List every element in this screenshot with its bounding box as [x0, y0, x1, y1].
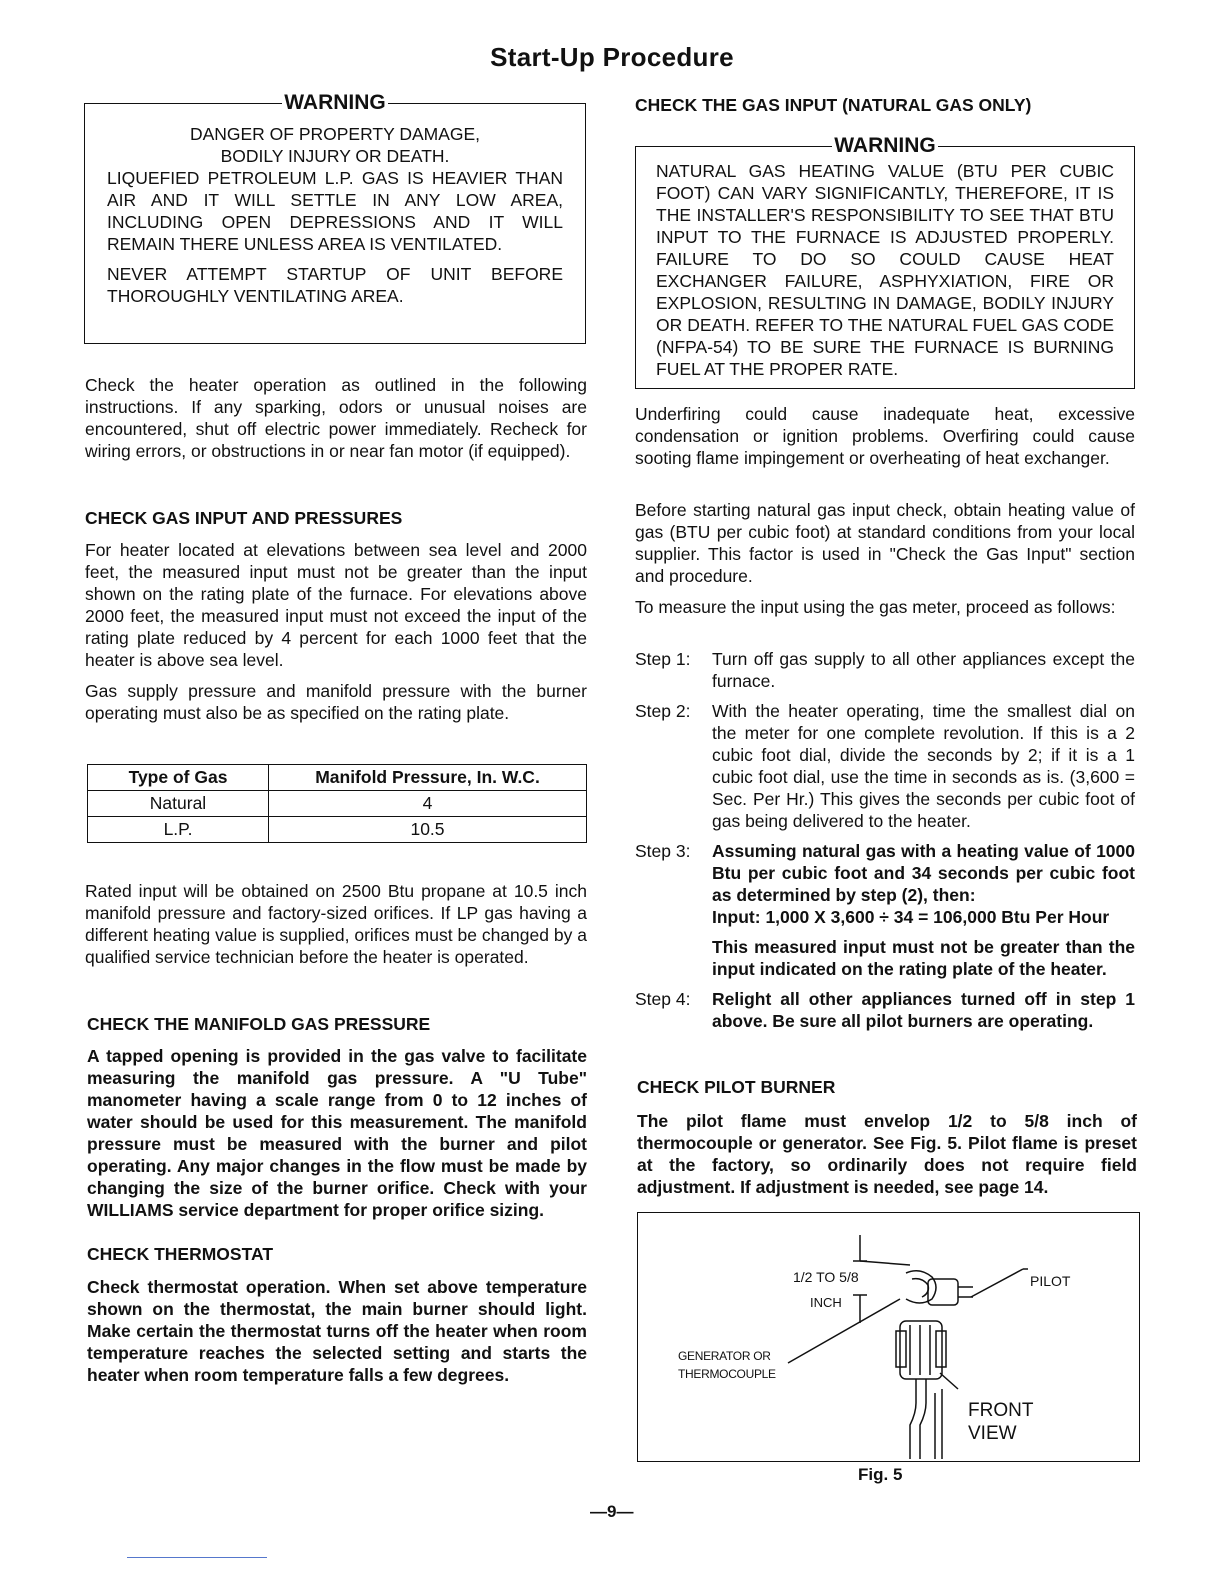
measure-paragraph: To measure the input using the gas meter, proceed as follows: [635, 597, 1116, 617]
pilot-paragraph: The pilot flame must envelop 1/2 to 5/8 inch of thermocouple or generator. See Fig. 5. Pilot flame is preset at the factory, so ordinarily does not require field adjustment. If adjustment is needed, see page 14. [637, 1111, 1137, 1197]
thermostat-paragraph: Check thermostat operation. When set above temperature shown on the thermostat, the main burner should light. Make certain the thermostat turns off the heater when room temperature reaches the selected setting and starts the heater when room temperature falls a few degrees. [87, 1277, 587, 1385]
page-title: Start-Up Procedure [490, 42, 734, 72]
step-text: With the heater operating, time the smallest dial on the meter for one complete revolution. If this is a 2 cubic foot dial, divide the seconds by 2; if it is a 1 cubic foot dial, use the time in seconds as is. (3,600 = Sec. Per Hr.) This gives the seconds per cubic foot of gas being delivered to the heater. [712, 701, 1135, 831]
thermocouple-label: THERMOCOUPLE [678, 1367, 776, 1381]
list-item [635, 840, 1135, 980]
underfiring-paragraph: Underfiring could cause inadequate heat, excessive condensation or ignition problems. Overfiring could cause sooting flame impingement or overheating of heat exchanger. [635, 404, 1135, 468]
lp-gas-warning-box [84, 91, 586, 344]
warning-line-2: BODILY INJURY OR DEATH. [220, 146, 450, 166]
dimension-label: 1/2 TO 5/8 [793, 1269, 859, 1285]
heating-value-paragraph: Before starting natural gas input check, obtain heating value of gas (BTU per cubic foot) at standard conditions from your local supplier. This factor is used in "Check the Gas Input" section and procedure. [635, 500, 1135, 586]
pilot-heading: CHECK PILOT BURNER [637, 1077, 836, 1097]
pilot-label: PILOT [1030, 1273, 1071, 1289]
table-cell: 4 [269, 791, 587, 817]
table-cell: 10.5 [269, 817, 587, 843]
list-item [635, 700, 1135, 832]
natural-gas-warning-box [635, 134, 1135, 389]
step-label: Step 3: [635, 841, 691, 861]
warning-title: WARNING [284, 91, 386, 114]
step-note: This measured input must not be greater than the input indicated on the rating plate of the heater. [712, 937, 1135, 979]
warning-header [636, 134, 1134, 158]
list-item [635, 988, 1135, 1032]
warning-line-1: DANGER OF PROPERTY DAMAGE, [189, 124, 481, 144]
rated-input-paragraph: Rated input will be obtained on 2500 Btu propane at 10.5 inch manifold pressure and factory-sized orifices. If LP gas having a different heating value is supplied, orifices must be changed by a qualified service technician before the heater is operated. [85, 881, 587, 967]
step-label: Step 1: [635, 649, 691, 669]
intro-paragraph: Check the heater operation as outlined in the following instructions. If any sparking, odors or unusual noises are encountered, shut off electric power immediately. Recheck for wiring errors, or obstructions in or near fan motor (if equipped). [85, 375, 587, 461]
dimension-unit-label: INCH [810, 1295, 842, 1310]
list-item [635, 648, 1135, 692]
warning-title: WARNING [834, 134, 936, 157]
gas-input-para-2: Gas supply pressure and manifold pressure with the burner operating must also be as specified on the rating plate. [85, 681, 587, 723]
table-header-row [88, 765, 587, 791]
steps-list [635, 648, 1135, 1032]
table-cell: L.P. [88, 817, 269, 843]
warning-header [85, 91, 585, 115]
pilot-burner-diagram [638, 1213, 1139, 1461]
table-header-cell: Type of Gas [88, 765, 269, 791]
figure-caption: Fig. 5 [858, 1465, 903, 1484]
thermostat-heading: CHECK THERMOSTAT [87, 1244, 274, 1264]
step-text: Relight all other appliances turned off in step 1 above. Be sure all pilot burners are operating. [712, 989, 1135, 1031]
warning-para-2: NEVER ATTEMPT STARTUP OF UNIT BEFORE THOROUGHLY VENTILATING AREA. [107, 264, 563, 306]
natural-gas-heading: CHECK THE GAS INPUT (NATURAL GAS ONLY) [635, 95, 1032, 115]
page-number: —9— [590, 1502, 634, 1521]
figure-5-box [637, 1212, 1140, 1462]
manifold-paragraph: A tapped opening is provided in the gas valve to facilitate measuring the manifold gas pressure. A "U Tube" manometer having a scale range from 0 to 12 inches of water should be used for this measurement. The manifold pressure must be measured with the burner and pilot operating. Any major changes in the flow must be made by changing the size of the burner orifice. Check with your WILLIAMS service department for proper orifice sizing. [87, 1046, 587, 1220]
bottom-rule [127, 1557, 267, 1558]
step-text: Turn off gas supply to all other appliances except the furnace. [712, 649, 1135, 691]
table-row [88, 791, 587, 817]
front-label: FRONT [968, 1400, 1034, 1421]
manifold-heading: CHECK THE MANIFOLD GAS PRESSURE [87, 1014, 431, 1034]
natural-gas-warning-text: NATURAL GAS HEATING VALUE (BTU PER CUBIC FOOT) CAN VARY SIGNIFICANTLY, THEREFORE, IT IS THE INSTALLER'S RESPONSIBILITY TO SEE THAT BTU INPUT TO THE FURNACE IS ADJUSTED PROPERLY. FAILURE TO DO SO COULD CAUSE HEAT EXCHANGER FAILURE, ASPHYXIATION, FIRE OR EXPLOSION, RESULTING IN DAMAGE, BODILY INJURY OR DEATH. REFER TO THE NATURAL FUEL GAS CODE (NFPA-54) TO BE SURE THE FURNACE IS BURNING FUEL AT THE PROPER RATE. [656, 161, 1114, 379]
table-row [88, 817, 587, 843]
step-label: Step 4: [635, 989, 691, 1009]
step-text: Assuming natural gas with a heating value of 1000 Btu per cubic foot and 34 seconds per cubic foot as determined by step (2), then: [712, 841, 1135, 905]
view-label: VIEW [968, 1423, 1017, 1444]
table-cell: Natural [88, 791, 269, 817]
table-header-cell: Manifold Pressure, In. W.C. [269, 765, 587, 791]
gas-input-heading: CHECK GAS INPUT AND PRESSURES [85, 508, 403, 528]
gas-input-para-1: For heater located at elevations between sea level and 2000 feet, the measured input must not be greater than the input shown on the rating plate of the furnace. For elevations above 2000 feet, the measured input must not exceed the input of the rating plate reduced by 4 percent for each 1000 feet that the heater is above sea level. [85, 540, 587, 670]
input-formula: Input: 1,000 X 3,600 ÷ 34 = 106,000 Btu Per Hour [712, 907, 1110, 927]
generator-label: GENERATOR OR [678, 1349, 771, 1363]
manifold-pressure-table [87, 764, 587, 843]
step-label: Step 2: [635, 701, 691, 721]
warning-para-1: LIQUEFIED PETROLEUM L.P. GAS IS HEAVIER THAN AIR AND IT WILL SETTLE IN ANY LOW AREA, INCLUDING OPEN DEPRESSIONS AND IT WILL REMAIN THERE UNLESS AREA IS VENTILATED. [107, 168, 563, 254]
